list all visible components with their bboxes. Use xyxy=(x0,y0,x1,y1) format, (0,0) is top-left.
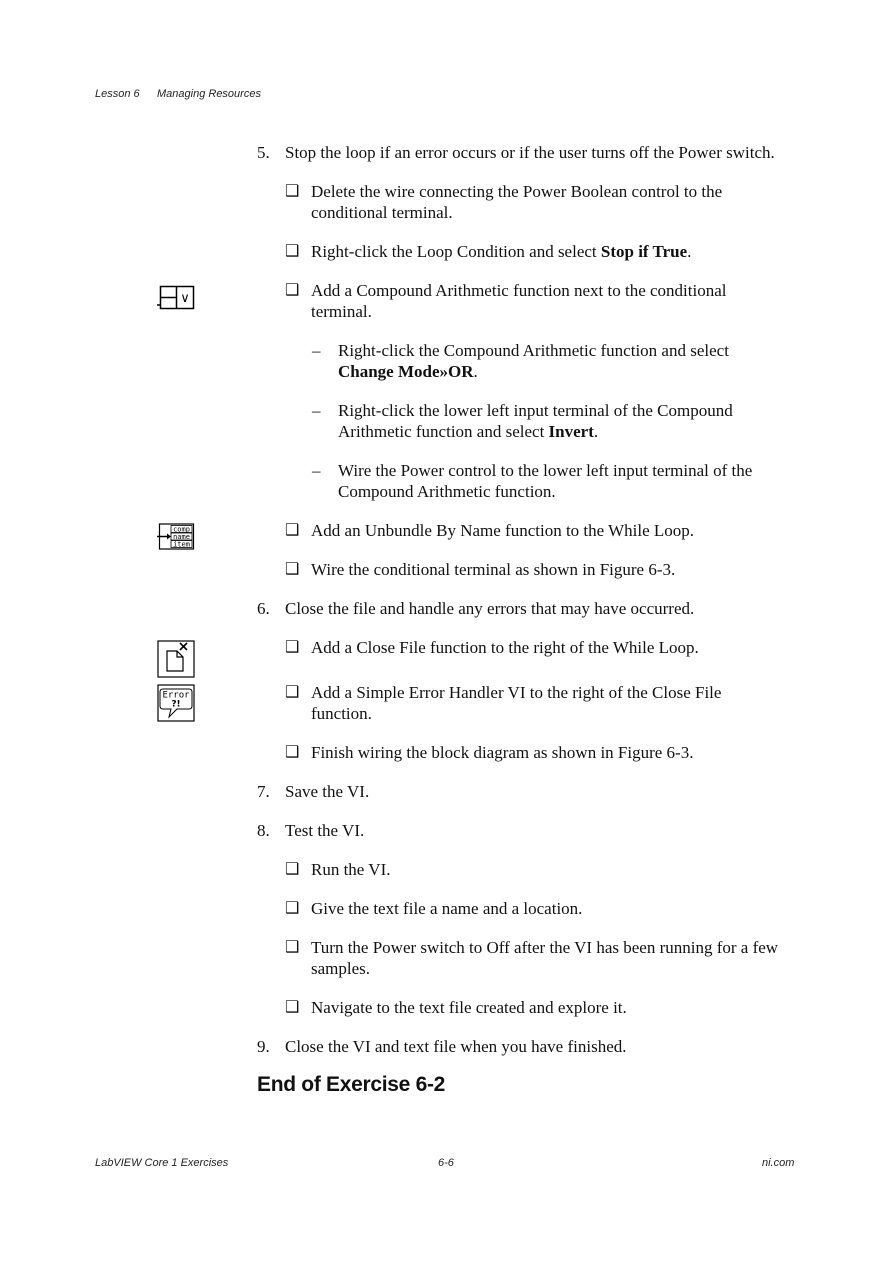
substep-line: samples. xyxy=(311,959,371,978)
menu-item-stop-if-true: Stop if True xyxy=(600,242,688,261)
subitem-line: Right-click the lower left input terminal of the Compound xyxy=(338,401,733,420)
compound-arithmetic-icon xyxy=(157,285,195,311)
header-title: Managing Resources xyxy=(157,88,261,100)
checkbox-icon: ❑ xyxy=(285,999,300,1016)
checkbox-icon: ❑ xyxy=(285,744,300,761)
footer-right: ni.com xyxy=(762,1157,795,1169)
dash-bullet: – xyxy=(312,461,321,480)
step-number: 8. xyxy=(257,821,270,840)
substep-line: function. xyxy=(311,704,372,723)
dash-bullet: – xyxy=(312,401,321,420)
error-symbol: ?! xyxy=(171,699,181,710)
step-text: Save the VI. xyxy=(285,782,370,801)
substep-line: Navigate to the text file created and explore it. xyxy=(311,998,627,1017)
step-number: 9. xyxy=(257,1037,270,1056)
step-number: 7. xyxy=(257,782,270,801)
substep-line: Add a Close File function to the right of the While Loop. xyxy=(311,638,699,657)
menu-item-invert: Invert xyxy=(548,422,594,441)
checkbox-icon: ❑ xyxy=(285,522,300,539)
footer-left: LabVIEW Core 1 Exercises xyxy=(95,1157,229,1169)
checkbox-icon: ❑ xyxy=(285,639,300,656)
substep-line: Add an Unbundle By Name function to the While Loop. xyxy=(311,521,695,540)
checkbox-icon: ❑ xyxy=(285,183,300,200)
error-label: Error xyxy=(162,690,190,701)
subitem-line: Arithmetic function and select Invert. xyxy=(338,422,599,441)
unbundle-label: comp xyxy=(173,525,190,534)
unbundle-label: item xyxy=(173,540,190,549)
substep-line: Finish wiring the block diagram as shown in Figure 6-3. xyxy=(311,743,694,762)
substep-line: Add a Compound Arithmetic function next to the conditional xyxy=(311,281,727,300)
close-file-icon xyxy=(157,640,195,678)
menu-item-change-mode-or: Change Mode»OR xyxy=(338,362,474,381)
substep-line: Give the text file a name and a location. xyxy=(311,899,583,918)
substep-line: Add a Simple Error Handler VI to the right of the Close File xyxy=(311,683,722,702)
checkbox-icon: ❑ xyxy=(285,900,300,917)
checkbox-icon: ❑ xyxy=(285,861,300,878)
checkbox-icon: ❑ xyxy=(285,561,300,578)
footer-page-number: 6-6 xyxy=(438,1157,454,1169)
checkbox-icon: ❑ xyxy=(285,939,300,956)
substep-line: Wire the conditional terminal as shown in Figure 6-3. xyxy=(311,560,676,579)
substep-line: Right-click the Loop Condition and select Stop if True. xyxy=(311,242,692,261)
unbundle-by-name-icon xyxy=(157,523,195,550)
step-text: Close the file and handle any errors that may have occurred. xyxy=(285,599,695,618)
subitem-line: Compound Arithmetic function. xyxy=(338,482,556,501)
substep-line: conditional terminal. xyxy=(311,203,453,222)
checkbox-icon: ❑ xyxy=(285,243,300,260)
step-number: 5. xyxy=(257,143,270,162)
substep-line: Delete the wire connecting the Power Boolean control to the xyxy=(311,182,723,201)
substep-line: Turn the Power switch to Off after the VI has been running for a few xyxy=(311,938,779,957)
checkbox-icon: ❑ xyxy=(285,282,300,299)
step-text: Test the VI. xyxy=(285,821,365,840)
subitem-line: Wire the Power control to the lower left input terminal of the xyxy=(338,461,753,480)
substep-line: Run the VI. xyxy=(311,860,391,879)
svg-text:∨: ∨ xyxy=(180,291,190,306)
subitem-line: Change Mode»OR. xyxy=(338,362,478,381)
step-text: Close the VI and text file when you have finished. xyxy=(285,1037,627,1056)
step-text: Stop the loop if an error occurs or if the user turns off the Power switch. xyxy=(285,143,775,162)
end-of-exercise-heading: End of Exercise 6-2 xyxy=(257,1073,446,1096)
step-number: 6. xyxy=(257,599,270,618)
dash-bullet: – xyxy=(312,341,321,360)
subitem-line: Right-click the Compound Arithmetic function and select xyxy=(338,341,729,360)
simple-error-handler-icon xyxy=(157,684,195,722)
substep-line: terminal. xyxy=(311,302,372,321)
unbundle-label: name xyxy=(173,533,190,542)
header-lesson: Lesson 6 xyxy=(95,88,140,100)
checkbox-icon: ❑ xyxy=(285,684,300,701)
